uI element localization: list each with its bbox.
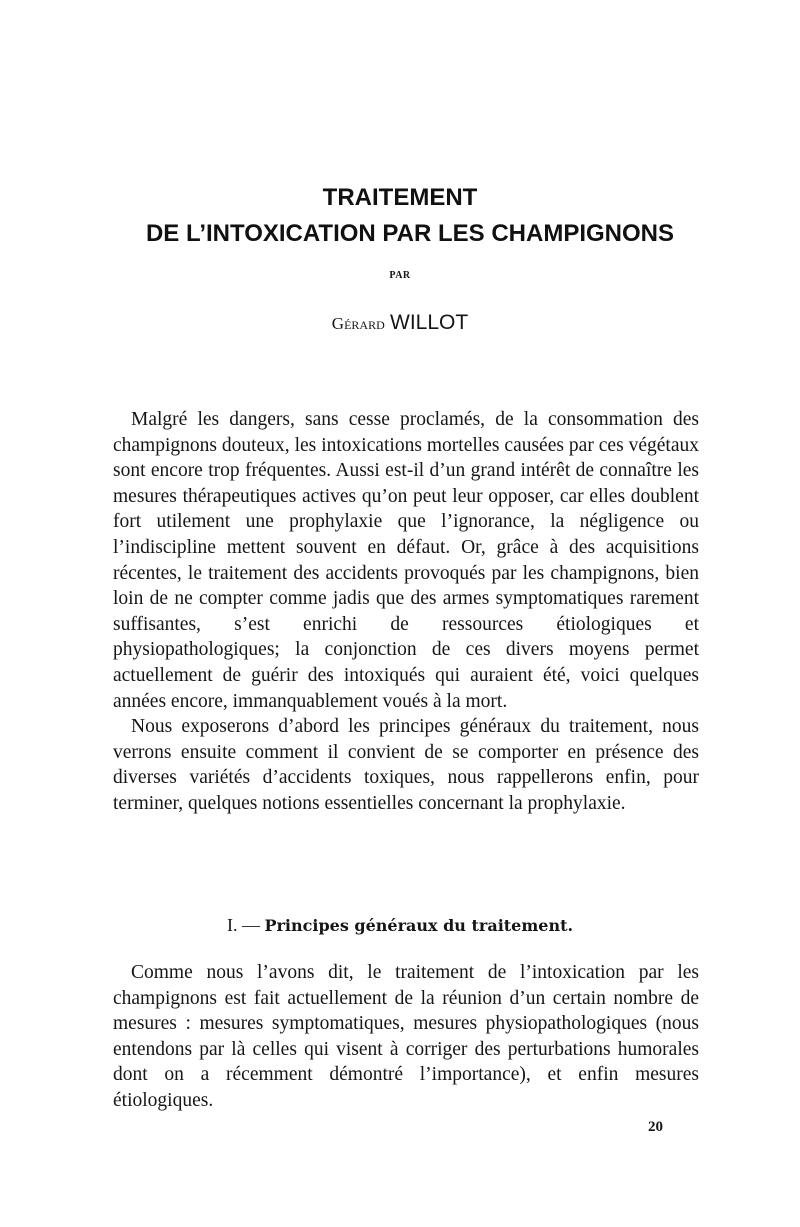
page-number: 20 <box>648 1119 663 1135</box>
article-title-line-1: TRAITEMENT <box>322 184 478 211</box>
section-paragraph-1: Comme nous l’avons dit, le traitement de l’intoxication par les champignons est fait actuellement de la réunion d’un certain nombre de mesures : mesures symptomatiques, mesures physiopathologiques (nous entendons par là celles qui visent à corriger des perturbations humorales dont on a récemment démontré l’importance), et enfin mesures étiologiques. <box>113 962 699 1111</box>
intro-paragraph-2: Nous exposerons d’abord les principes généraux du traitement, nous verrons ensuite comment il convient de se comporter en présence des diverses variétés d’accidents toxiques, nous rappellerons enfin, pour terminer, quelques notions essentielles concernant la prophylaxie. <box>113 716 699 814</box>
author-last-name: WILLOT <box>390 311 469 334</box>
section-body <box>113 960 699 1114</box>
author-name <box>0 310 800 335</box>
article-title-line-2: DE L’INTOXICATION PAR LES CHAMPIGNONS <box>145 220 675 247</box>
section-number: I. — <box>226 915 260 935</box>
author-prefix: PAR <box>389 270 411 281</box>
section-title: Principes généraux du traitement. <box>264 916 574 935</box>
intro-paragraph-1: Malgré les dangers, sans cesse proclamés, de la consommation des champignons douteux, les intoxications mortelles causées par ces végétaux sont encore trop fréquentes. Aussi est-il d’un grand intérêt de connaître les mesures thérapeutiques actives qu’on peut leur opposer, car elles doublent fort utilement une prophylaxie que l’ignorance, la négligence ou l’indiscipline mettent souvent en défaut. Or, grâce à des acquisitions récentes, le traitement des accidents provoqués par les champignons, bien loin de ne compter comme jadis que des armes symptomatiques rarement suffisantes, s’est enrichi de ressources étiologiques et physiopathologiques; la conjonction de ces divers moyens permet actuellement de guérir des intoxiqués qui auraient été, voici quelques années encore, immanquablement voués à la mort. <box>113 409 699 712</box>
introduction <box>113 407 699 817</box>
author-first-name: Gérard <box>331 314 385 333</box>
section-heading <box>0 915 800 936</box>
